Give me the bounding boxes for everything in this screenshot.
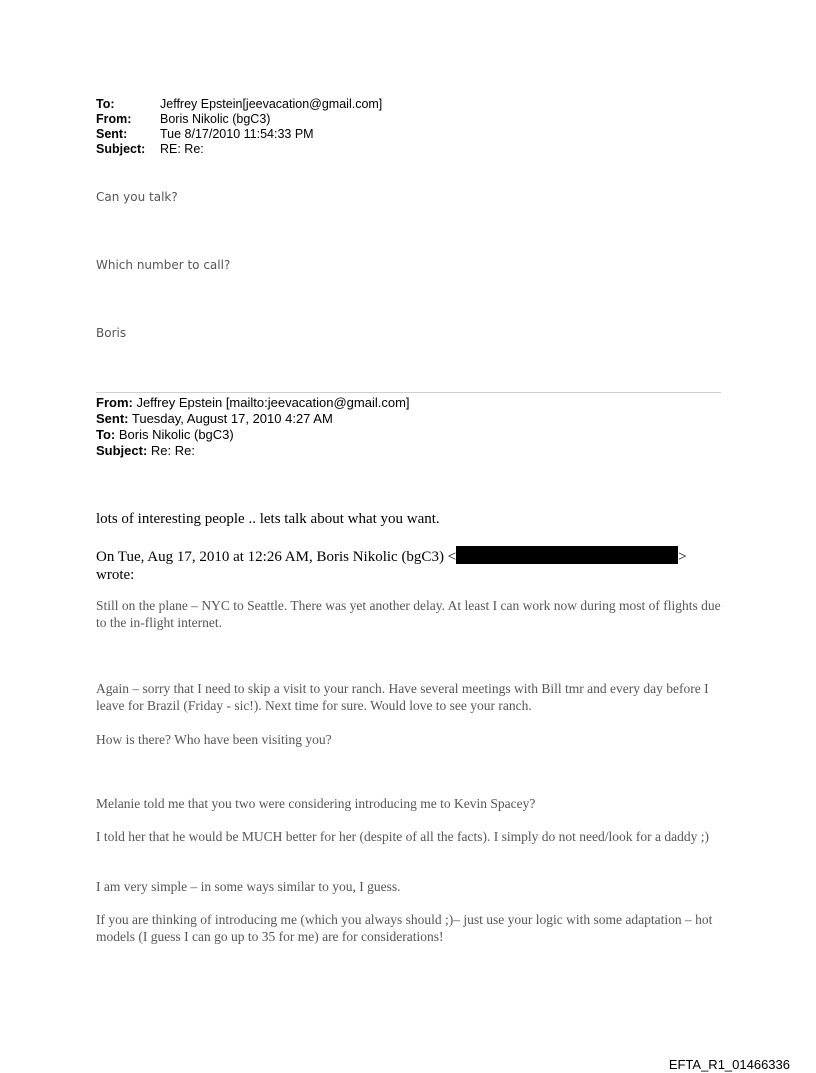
to-value: Jeffrey Epstein[jeevacation@gmail.com]	[160, 97, 383, 111]
quoted-paragraph: I told her that he would be MUCH better for her (despite of all the facts). I simply do not need/look for a daddy ;)	[96, 829, 709, 844]
fwd-subject-label: Subject:	[96, 443, 148, 458]
quoted-paragraph: Still on the plane – NYC to Seattle. There was yet another delay. At least I can work now during most of flights due to the in-flight internet.	[96, 598, 721, 630]
reply-line-2: Which number to call?	[96, 258, 231, 272]
sent-label: Sent:	[96, 127, 128, 141]
quote-intro	[96, 546, 687, 584]
forwarded-header	[96, 395, 410, 459]
quoted-paragraph: If you are thinking of introducing me (which you always should ;)– just use your logic with some adaptation – hot models (I guess I can go up to 35 for me) are for considerations!	[96, 912, 713, 944]
quoted-paragraph: I am very simple – in some ways similar to you, I guess.	[96, 879, 401, 894]
quote-intro-suffix: >	[678, 549, 687, 565]
fwd-subject-value: Re: Re:	[147, 443, 195, 458]
divider	[96, 392, 721, 393]
subject-value: RE: Re:	[160, 142, 204, 156]
fwd-sent-value: Tuesday, August 17, 2010 4:27 AM	[128, 411, 333, 426]
quoted-paragraph: Again – sorry that I need to skip a visit to your ranch. Have several meetings with Bill tmr and every day before I leave for Brazil (Friday - sic!). Next time for sure. Would love to see your ranch.	[96, 681, 709, 713]
quoted-paragraph: How is there? Who have been visiting you?	[96, 732, 332, 747]
subject-label: Subject:	[96, 142, 146, 156]
from-value: Boris Nikolic (bgC3)	[160, 112, 271, 126]
email-header	[96, 97, 496, 161]
fwd-to-value: Boris Nikolic (bgC3)	[115, 427, 234, 442]
redaction-box	[456, 546, 678, 564]
quoted-paragraph: Melanie told me that you two were considering introducing me to Kevin Spacey?	[96, 796, 536, 811]
sent-value: Tue 8/17/2010 11:54:33 PM	[160, 127, 314, 141]
reply-line-1: Can you talk?	[96, 190, 178, 204]
fwd-sent-label: Sent:	[96, 411, 129, 426]
document-id: EFTA_R1_01466336	[668, 1057, 790, 1072]
quote-intro-wrote: wrote:	[96, 567, 135, 583]
reply-signature: Boris	[96, 326, 127, 340]
to-label: To:	[96, 97, 115, 111]
fwd-from-label: From:	[96, 395, 133, 410]
epstein-reply: lots of interesting people .. lets talk about what you want.	[96, 511, 440, 527]
from-label: From:	[96, 112, 132, 126]
fwd-to-label: To:	[96, 427, 116, 442]
quote-intro-prefix: On Tue, Aug 17, 2010 at 12:26 AM, Boris Nikolic (bgC3) <	[96, 549, 457, 565]
fwd-from-value: Jeffrey Epstein [mailto:jeevacation@gmail.com]	[132, 395, 410, 410]
